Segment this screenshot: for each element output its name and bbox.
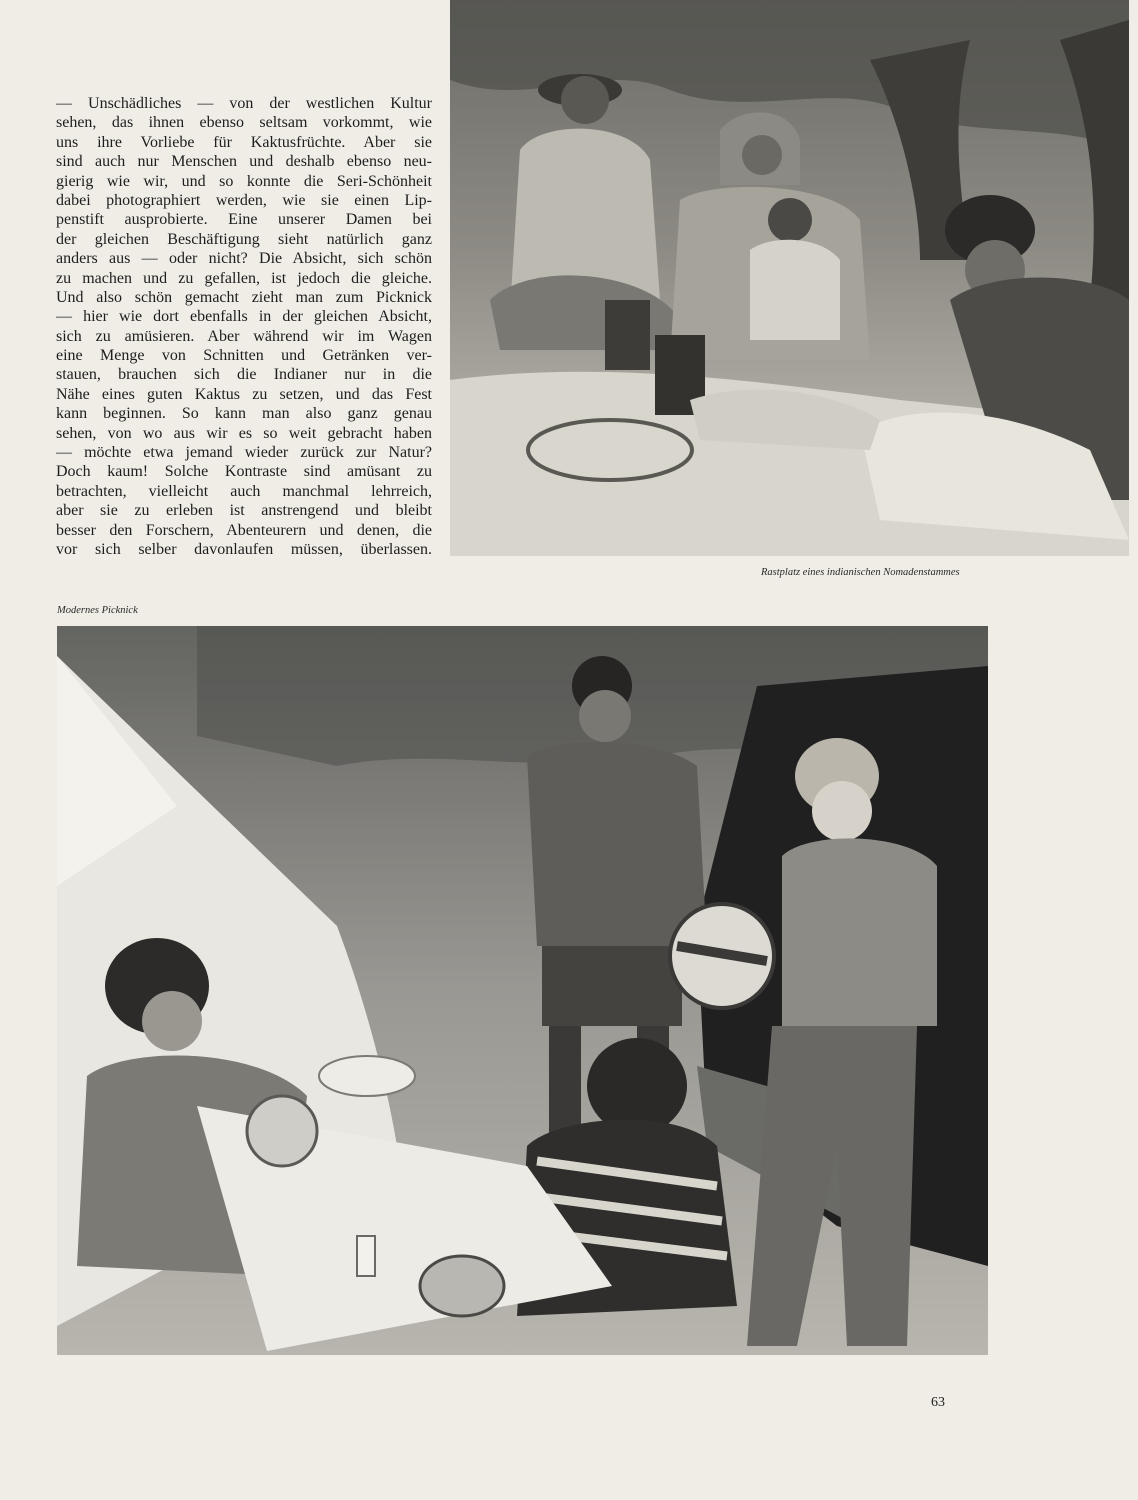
page-number: 63 <box>931 1395 945 1410</box>
article-line: aber sie zu erleben ist anstrengend und bleibt <box>56 502 432 520</box>
article-line: — Unschädliches — von der westlichen Kultur <box>56 95 432 112</box>
caption-bottom-photo: Modernes Picknick <box>57 605 138 616</box>
article-line: der gleichen Beschäftigung sieht natürlich ganz <box>56 230 432 248</box>
article-line: sich zu amüsieren. Aber während wir im Wagen <box>56 327 432 345</box>
article-text <box>56 94 432 559</box>
article-line: penstift ausprobierte. Eine unserer Damen bei <box>56 211 432 229</box>
article-line: sehen, das ihnen ebenso seltsam vorkommt, wie <box>56 114 432 132</box>
article-line: anders aus — oder nicht? Die Absicht, sich schön <box>56 250 432 268</box>
article-line: Doch kaum! Solche Kontraste sind amüsant zu <box>56 463 432 481</box>
article-line: zu machen und zu gefallen, ist jedoch die gleiche. <box>56 269 432 287</box>
article-line: gierig wie wir, und so konnte die Seri-Schönheit <box>56 172 432 190</box>
article-line: besser den Forschern, Abenteurern und denen, die <box>56 521 432 539</box>
article-line: Nähe eines guten Kaktus zu setzen, und das Fest <box>56 385 432 403</box>
article-line: uns ihre Vorliebe für Kaktusfrüchte. Aber sie <box>56 133 432 151</box>
article-line: stauen, brauchen sich die Indianer nur in die <box>56 366 432 384</box>
article-line: eine Menge von Schnitten und Getränken ver- <box>56 347 432 365</box>
article-line: — möchte etwa jemand wieder zurück zur Natur? <box>56 444 432 462</box>
article-line: sehen, von wo aus wir es so weit gebracht haben <box>56 424 432 442</box>
article-line: betrachten, vielleicht auch manchmal lehrreich, <box>56 482 432 500</box>
article-line: vor sich selber davonlaufen müssen, überlassen. <box>56 540 432 558</box>
article-line: sind auch nur Menschen und deshalb ebenso neu- <box>56 153 432 171</box>
article-line: Und also schön gemacht zieht man zum Picknick <box>56 288 432 306</box>
article-line: — hier wie dort ebenfalls in der gleichen Absicht, <box>56 308 432 326</box>
photo-nomad-camp <box>450 0 1129 556</box>
article-line: dabei photographiert werden, wie sie einen Lip- <box>56 191 432 209</box>
article-line: kann beginnen. So kann man also ganz genau <box>56 405 432 423</box>
caption-top-photo: Rastplatz eines indianischen Nomadenstammes <box>761 567 960 578</box>
photo-modern-picnic <box>57 626 988 1355</box>
